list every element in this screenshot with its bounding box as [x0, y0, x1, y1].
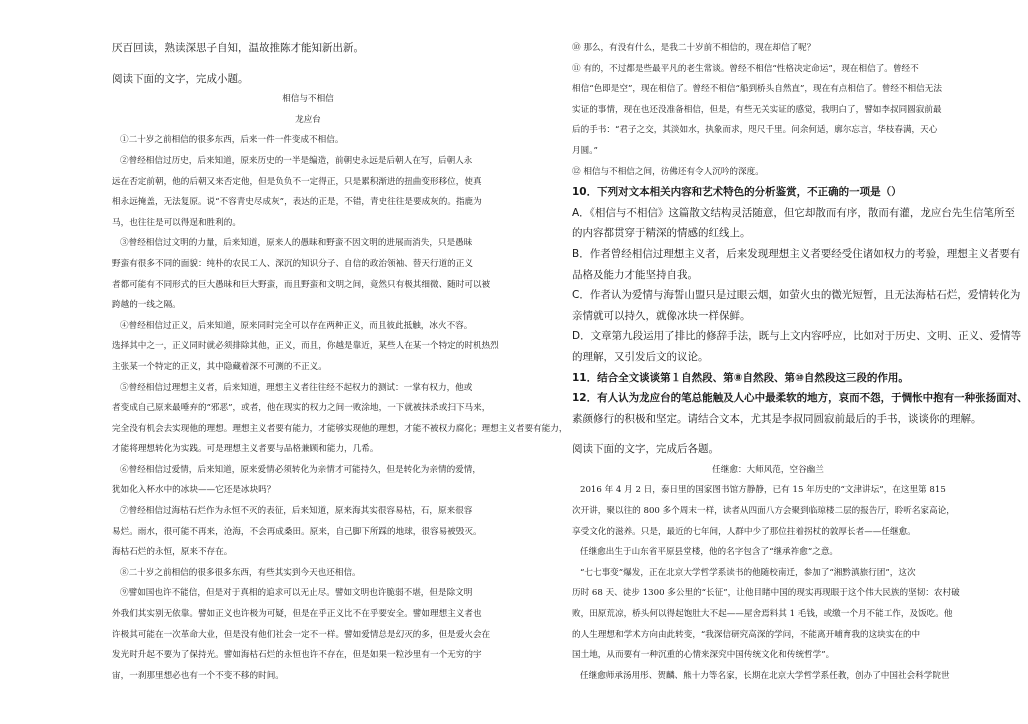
essay-line: ⑫ 相信与不相信之间，彷佛还有令人沉吟的深度。	[572, 166, 764, 177]
essay-line: 完全没有机会去实现他的理想。理想主义者要有能力，才能够实现他的理想，才能不被权力腐化；理想主义者要有能力，	[112, 423, 568, 434]
essay-line: ⑤曾经相信过理想主义者，后来知道，理想主义者往往经不起权力的测试：一掌有权力，他或	[120, 382, 473, 393]
option-a-cont: 的内容都贯穿于精深的情感的红线上。	[572, 227, 751, 240]
essay-line: 许极其可能在一次革命大业，但是没有他们社会一定不一样。譬如爱情总是幻灭的多，但是爱火会在	[112, 629, 491, 640]
essay2-line: 历时 68 天、徒步 1300 多公里的“长征”，让他目睹中国的现实再现眼于这个伟大民族的坚韧：农村破	[572, 588, 960, 599]
question-list	[572, 182, 1028, 429]
essay-line: 发光时升起不要为了保持光。譬如海枯石烂的永恒也许不存在，但是如果一粒沙里有一个无穷的宇	[112, 650, 482, 661]
essay-continuation	[572, 38, 964, 182]
essay-author: 龙应台	[295, 114, 321, 125]
essay-line: 远在否定前朝，他的后朝又来否定他，但是负负不一定得正，只是累积渐进的扭曲变形移位，使真	[112, 176, 482, 187]
essay-line: ③曾经相信过文明的力量，后来知道，原来人的愚昧和野蛮不因文明的进展而消失，只是愚昧	[120, 238, 473, 249]
essay2-line: 的人生理想和学术方向由此转变，“我深信研究高深的学问，不能离开哺育我的这块实在的中	[572, 629, 921, 640]
left-column	[112, 38, 568, 686]
option-d-cont: 的理解，又引发后文的议论。	[572, 350, 709, 363]
essay-line: 外我们其实别无依靠。譬如正义也许极为可疑，但是在乎正义比不在乎要安全。譬如理想主义者也	[112, 609, 482, 620]
essay-line: 跨越的一线之隔。	[112, 300, 181, 311]
essay2-line: 任继愈师承汤用彤、贺麟、熊十力等名家，长期在北京大学哲学系任教，创办了中国社会科学院世	[580, 670, 950, 681]
essay-line: 易烂。雨水，很可能不再来，沧海，不会再成桑田。原来，自己脚下所踩的地球，很容易被毁灭。	[112, 526, 482, 537]
essay2-line: 败，田原荒凉，桥头何以得起饱肚大不起——屋舍焉料其 1 毛钱，或缴一个月不能工作，及饭吃。他	[572, 609, 953, 620]
option-b-cont: 品格及能力才能坚持自我。	[572, 268, 698, 281]
essay-line: ②曾经相信过历史，后来知道，原来历史的一半是编造，前朝史永远是后朝人在写，后朝人永	[120, 155, 473, 166]
essay-line: 宙，一刹那里想必也有一个不变不移的时间。	[112, 670, 284, 681]
option-c: C．作者认为爱情与海誓山盟只是过眼云烟，如萤火虫的微光短暂，且无法海枯石烂，爱情转化为	[572, 289, 1021, 302]
essay-line: 选择其中之一，正义同时就必须排除其他，正义，而且，你越是靠近，某些人在某一个特定的时机热烈	[112, 341, 499, 352]
question-10: 10．下列对文本相关内容和艺术特色的分析鉴赏，不正确的一项是（）	[572, 186, 902, 199]
essay-line: 者变成自己原来最唾弃的“邪恶”，或者，他在现实的权力之间一败涂地，一下就被抹杀或扫下马来，	[112, 403, 491, 414]
essay2-title: 任继愈：大师风范，空谷幽兰	[712, 464, 824, 475]
reading-instruction: 阅读下面的文字，完成小题。	[112, 72, 249, 85]
option-a: A．《相信与不相信》这篇散文结构灵活随意，但它却散而有序，散而有灌，龙应台先生信笔所至	[572, 206, 1015, 219]
essay-line: 月圆。”	[572, 145, 598, 156]
essay-line: 海枯石烂的永恒，原来不存在。	[112, 547, 233, 558]
question-12: 12．有人认为龙应台的笔总能触及人心中最柔软的地方，哀而不怨，于惆怅中抱有一种张扬面对、	[572, 392, 1028, 405]
option-c-cont: 亲情就可以持久，就像冰块一样保鲜。	[572, 309, 751, 322]
essay-line: 犹如化入杯水中的冰块——它还是冰块吗？	[112, 485, 276, 496]
essay-body	[112, 130, 568, 686]
essay-line: ⑩ 那么，有没有什么，是我二十岁前不相信的，现在却信了呢？	[572, 43, 816, 53]
essay2-body	[572, 480, 964, 686]
essay-line: ⑥曾经相信过爱情，后来知道，原来爱情必须转化为亲情才可能持久，但是转化为亲情的爱情，	[120, 464, 481, 475]
essay-line: 主张某一个特定的正义，其中隐藏着深不可测的不正义。	[112, 361, 327, 372]
essay2-line: “七七事变”爆发，正在北京大学哲学系读书的他随校南迁，参加了“湘黔滇旅行团”，这次	[580, 567, 916, 578]
essay2-line: 2016 年 4 月 2 日，泰日里的国家图书馆方静静，已有 15 年历史的“文津讲坛”，在这里第 815	[580, 485, 946, 496]
question-11: 11．结合全文谈谈第１自然段、第⑧自然段、第⑩自然段这三段的作用。	[572, 371, 909, 384]
essay-line: 者都可能有不同形式的巨大愚昧和巨大野蛮，而且野蛮和文明之间，竟然只有极其细微、随时可以被	[112, 279, 491, 290]
essay-line: ⑦曾经相信过海枯石烂作为永恒不灭的表征，后来知道，原来海其实很容易枯，石，原来很容	[120, 506, 473, 517]
essay-line: ④曾经相信过正义，后来知道，原来同时完全可以存在两种正义，而且彼此抵触，冰火不容。	[120, 320, 473, 331]
reading-instruction-2: 阅读下面的文字，完成后各题。	[572, 443, 719, 456]
essay2-line: 任继愈出生于山东省平原县堂楼，他的名字包含了“继承祚愈”之意。	[580, 547, 839, 558]
essay-title: 相信与不相信	[282, 94, 334, 105]
essay-line: 后的手书：“君子之交，其淡如水，执象而求，咫尺千里。问余何适，廓尔忘言，华枝春满，天心	[572, 125, 938, 136]
essay-line: 马，也往往是可以得逞和胜利的。	[112, 217, 241, 228]
essay2-line: 享受文化的滋养。只是，最近的七年间，人群中少了那位拄着拐杖的敦厚长者——任继愈。	[572, 526, 916, 537]
essay2-line: 次开讲，聚以往的 800 多个周末一样，读者从四面八方会聚到临琼楼二层的报告厅，聆听名家高论，	[572, 506, 955, 517]
essay-line: ⑧二十岁之前相信的很多很多东西，有些其实到今天也还相信。	[120, 567, 361, 578]
right-column	[572, 38, 1028, 686]
option-d: D．文章第九段运用了排比的修辞手法，既与上文内容呼应，比如对于历史、文明、正义、爱情等	[572, 330, 1022, 343]
essay-line: 才能将理想转化为实践。可是理想主义者要与品格兼顾和能力，几希。	[112, 444, 379, 455]
essay-line: 野蛮有很多不同的面貌：纯朴的农民工人、深沉的知识分子、自信的政治领袖、替天行道的正义	[112, 258, 473, 269]
option-b: B．作者曾经相信过理想主义者，后来发现理想主义者要经受住诸如权力的考验，理想主义者要有	[572, 247, 1021, 260]
essay-line: ⑪ 有的，不过都是些最平凡的老生常谈。曾经不相信“性格决定命运”，现在相信了。曾经不	[572, 63, 919, 74]
essay-line: 相永远掩盖，无法复原。说“不容青史尽成灰”，表达的正是，不错，青史往往是要成灰的。指鹿为	[112, 197, 482, 208]
essay-line: 相信“色即是空”，现在相信了。曾经不相信“船到桥头自然直”，现在有点相信了。曾经不相信无法	[572, 84, 942, 95]
essay2-line: 国土地，从而要有一种沉重的心情来深究中国传统文化和传统哲学”。	[572, 650, 835, 661]
intro-line: 厌百回读，熟读深思子自知，温故推陈才能知新出新。	[112, 42, 364, 54]
essay-line: ①二十岁之前相信的很多东西，后来一件一件变成不相信。	[120, 135, 344, 146]
essay-line: ⑨譬如国也许不能信，但是对于真相的追求可以无止尽。譬如文明也许脆弱不堪，但是除文明	[120, 588, 473, 599]
essay-line: 实证的事情，现在也还没准备相信，但是，有些无关实证的感觉，我明白了，譬如李叔同圆寂前最	[572, 104, 942, 115]
question-12-cont: 素颜修行的积极和坚定。请结合文本，尤其是李叔同圆寂前最后的手书，谈谈你的理解。	[572, 412, 982, 425]
